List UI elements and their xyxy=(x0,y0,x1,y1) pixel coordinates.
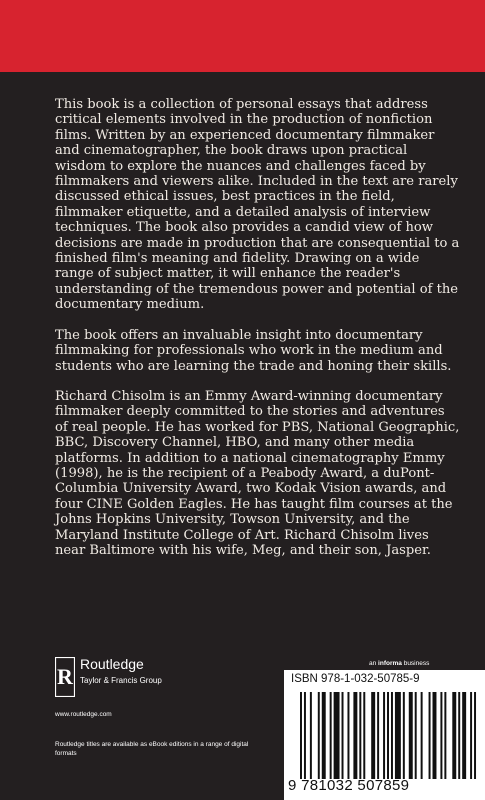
top-color-band xyxy=(0,0,485,72)
barcode-bar xyxy=(444,692,446,779)
barcode-bar xyxy=(359,692,361,779)
barcode-bar xyxy=(377,692,379,779)
isbn-label: ISBN 978-1-032-50785-9 xyxy=(291,673,420,685)
barcode-bar xyxy=(391,692,393,779)
barcode-bar xyxy=(347,692,349,779)
publisher-url: www.routledge.com xyxy=(55,711,112,718)
barcode-digits: 9 781032 507859 xyxy=(288,777,410,794)
barcode-bar xyxy=(421,692,423,779)
publisher-block xyxy=(55,654,275,794)
barcode-bar xyxy=(334,692,340,779)
barcode-bar xyxy=(353,692,357,779)
barcode-bar xyxy=(387,692,389,779)
blurb-paragraph-description: This book is a collection of personal essays that address critical elements involved in the production of nonfiction films. Written by an experienced documentary filmmaker and cinematographer, the book draws upon practical wisdom to explore the nuances and challenges faced by filmmakers and viewers alike. Included in the text are rarely discussed ethical issues, best practices in the field, filmmaker etiquette, and a detailed analysis of interview techniques. The book also provides a candid view of how decisions are made in production that are consequential to a finished film's meaning and fidelity. Drawing on a wide range of subject matter, it will enhance the reader's understanding of the tremendous power and potential of the documentary medium. xyxy=(55,97,460,313)
informa-suffix: business xyxy=(403,660,430,667)
barcode-bar xyxy=(409,692,413,779)
barcode-bar xyxy=(322,692,326,779)
svg-text:R: R xyxy=(57,664,73,689)
publisher-group: Taylor & Francis Group xyxy=(80,676,162,685)
barcode-bar xyxy=(429,692,431,779)
barcode-bar xyxy=(300,692,302,779)
barcode-bars xyxy=(300,692,478,779)
barcode-bar xyxy=(470,692,472,779)
informa-prefix: an xyxy=(369,660,377,667)
barcode-bar xyxy=(383,692,385,779)
barcode-bar xyxy=(462,692,466,779)
barcode-bar xyxy=(415,692,417,779)
barcode-bar xyxy=(458,692,460,779)
publisher-name: Routledge xyxy=(80,656,144,672)
barcode-bar xyxy=(452,692,456,779)
informa-business-tag xyxy=(369,660,429,667)
blurb-paragraph-audience: The book offers an invaluable insight into documentary filmmaking for professionals who work in the medium and students who are learning the trade and honing their skills. xyxy=(55,327,452,374)
isbn-barcode xyxy=(284,670,485,800)
barcode-bar xyxy=(403,692,405,779)
barcode-bar xyxy=(433,692,437,779)
barcode-bar xyxy=(304,692,306,779)
barcode-bar xyxy=(342,692,344,779)
routledge-logo-icon xyxy=(55,657,75,697)
blurb-paragraph-author-bio: Richard Chisolm is an Emmy Award-winning documentary filmmaker deeply committed to the stories and adventures of real people. He has worked for PBS, National Geographic, BBC, Discovery Channel, HBO, and many other media platforms. In addition to a national cinematography Emmy (1998), he is the recipient of a Peabody Award, a duPont-Columbia University Award, two Kodak Vision awards, and four CINE Golden Eagles. He has taught film courses at the Johns Hopkins University, Towson University, and the Maryland Institute College of Art. Richard Chisolm lives near Baltimore with his wife, Meg, and their son, Jasper. xyxy=(55,388,460,558)
back-cover-blurb xyxy=(55,97,460,573)
barcode-bar xyxy=(440,692,442,779)
barcode-bar xyxy=(395,692,401,779)
barcode-bar xyxy=(371,692,375,779)
barcode-bar xyxy=(474,692,476,779)
informa-brand: informa xyxy=(378,660,402,667)
ebook-note: Routledge titles are available as eBook editions in a range of digital formats xyxy=(55,741,249,757)
barcode-bar xyxy=(318,692,320,779)
barcode-bar xyxy=(310,692,312,779)
barcode-bar xyxy=(363,692,365,779)
barcode-bar xyxy=(330,692,332,779)
